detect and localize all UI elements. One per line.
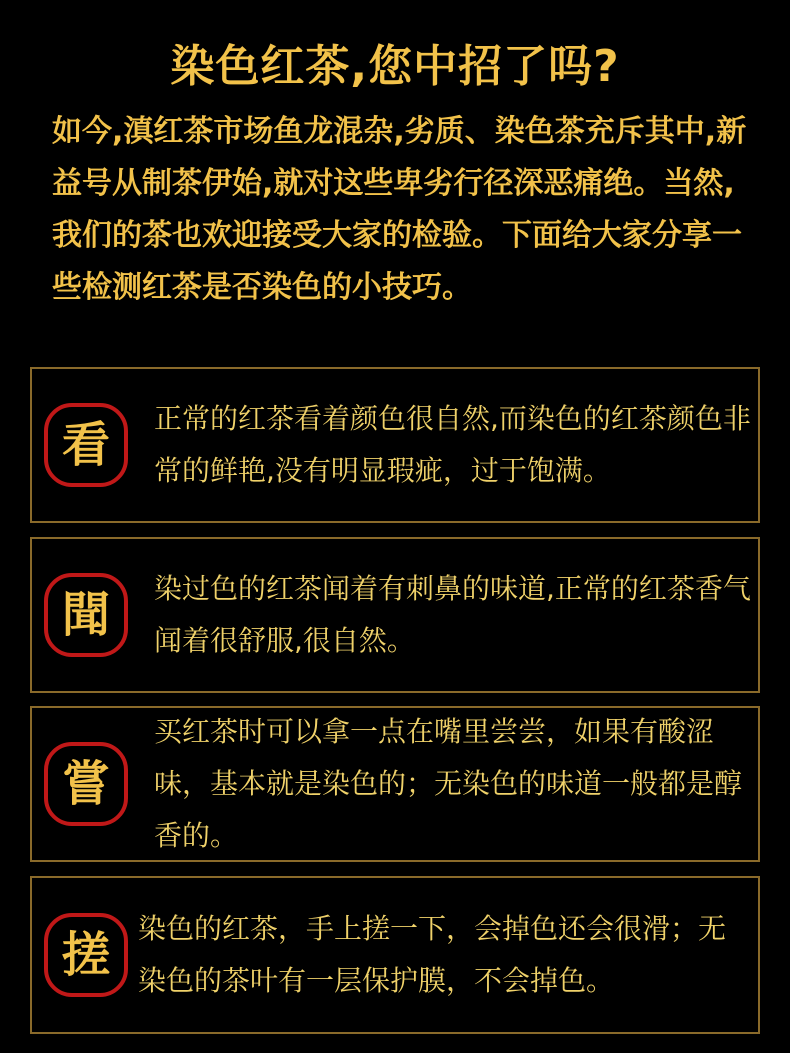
intro-paragraph: 如今,滇红茶市场鱼龙混杂,劣质、染色茶充斥其中,新益号从制茶伊始,就对这些卑劣行径深恶痛绝。当然,我们的茶也欢迎接受大家的检验。下面给大家分享一些检测红茶是否染色的小技巧。 <box>52 114 747 305</box>
page-title: 染色红茶,您中招了吗? <box>170 41 620 92</box>
tip-text-rub: 染色的红茶，手上搓一下，会掉色还会很滑；无染色的茶叶有一层保护膜，不会掉色。 <box>138 912 727 997</box>
rub-seal-icon: 搓 <box>44 913 128 997</box>
tip-card-smell <box>30 537 760 693</box>
tip-card-taste <box>30 706 760 862</box>
look-seal-icon: 看 <box>44 403 128 487</box>
tip-text-taste: 买红茶时可以拿一点在嘴里尝尝，如果有酸涩味，基本就是染色的；无染色的味道一般都是醇香的。 <box>154 715 743 852</box>
tip-text-look: 正常的红茶看着颜色很自然,而染色的红茶颜色非常的鲜艳,没有明显瑕疵，过于饱满。 <box>154 402 751 487</box>
tip-card-rub <box>30 876 760 1034</box>
tip-card-look <box>30 367 760 523</box>
tip-text-smell: 染过色的红茶闻着有刺鼻的味道,正常的红茶香气闻着很舒服,很自然。 <box>154 572 751 657</box>
smell-seal-icon: 聞 <box>44 573 128 657</box>
taste-seal-icon: 嘗 <box>44 742 128 826</box>
